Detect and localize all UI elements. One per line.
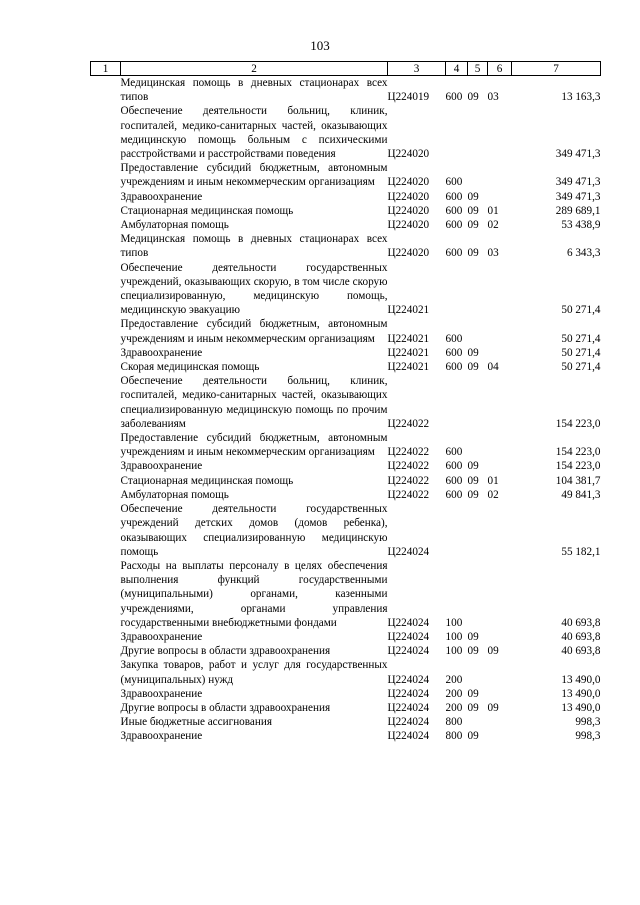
row-subsection [488,715,512,729]
table-row [91,658,601,686]
row-target-code: Ц224021 [387,361,430,374]
row-amount: 55 182,1 [561,545,601,558]
row-section: 09 [467,460,479,473]
table-row [91,474,601,488]
row-name: Другие вопросы в области здравоохранения [120,701,331,714]
row-subsection: 03 [487,247,499,260]
row-name: Предоставление субсидий бюджетным, автономным учреждениям и иным некоммерческим организациям [120,318,388,345]
row-target-code: Ц224020 [387,148,430,161]
row-expense-type: 600 [445,190,463,203]
row-name: Стационарная медицинская помощь [120,474,294,487]
row-amount: 40 693,8 [561,616,601,629]
row-expense-type: 600 [445,346,463,359]
row-subsection [488,317,512,345]
row-number-cell [91,687,121,701]
column-header: 3 [388,62,446,76]
row-number-cell [91,715,121,729]
row-name: Обеспечение деятельности больниц, клиник, госпиталей, медико-санитарных частей, оказывающих специализированную медицинскую помощь по прочим заболеваниям [120,375,388,430]
table-row [91,644,601,658]
table-row [91,317,601,345]
row-name: Предоставление субсидий бюджетным, автономным учреждениям и иным некоммерческим организациям [120,162,388,189]
row-name: Предоставление субсидий бюджетным, автономным учреждениям и иным некоммерческим организациям [120,432,388,459]
row-name: Здравоохранение [120,190,203,203]
table-row [91,502,601,559]
row-number-cell [91,161,121,189]
table-row [91,715,601,729]
row-number-cell [91,701,121,715]
row-section: 09 [467,730,479,743]
row-amount: 154 223,0 [555,446,601,459]
row-name: Расходы на выплаты персоналу в целях обеспечения выполнения функций государственными (муниципальными) органами, казенными учреждениями, органами управления государственными внебюджетными фондами [120,559,388,629]
row-number-cell [91,218,121,232]
row-target-code: Ц224024 [387,687,430,700]
row-number-cell [91,317,121,345]
row-section [468,317,488,345]
row-amount: 13 490,0 [561,687,601,700]
row-section: 09 [467,361,479,374]
column-header: 7 [512,62,601,76]
row-section [468,104,488,161]
row-target-code: Ц224022 [387,446,430,459]
page-number: 103 [310,38,330,53]
row-section: 09 [467,701,479,714]
row-number-cell [91,644,121,658]
row-expense-type: 600 [445,91,463,104]
row-target-code: Ц224024 [387,673,430,686]
row-section [468,559,488,630]
row-amount: 13 490,0 [561,673,601,686]
row-subsection [488,190,512,204]
row-section [468,715,488,729]
row-amount: 104 381,7 [555,474,601,487]
row-section: 09 [467,219,479,232]
row-expense-type: 200 [445,701,463,714]
row-subsection: 09 [487,645,499,658]
row-number-cell [91,104,121,161]
row-expense-type: 600 [445,460,463,473]
row-section: 09 [467,645,479,658]
row-expense-type: 600 [445,446,463,459]
row-target-code: Ц224024 [387,545,430,558]
row-number-cell [91,502,121,559]
row-subsection: 01 [487,204,499,217]
row-expense-type: 600 [445,332,463,345]
row-name: Здравоохранение [120,630,203,643]
table-row [91,232,601,260]
row-section: 09 [467,474,479,487]
row-subsection [488,431,512,459]
row-target-code: Ц224020 [387,190,430,203]
row-amount: 50 271,4 [561,332,601,345]
row-name: Обеспечение деятельности государственных учреждений детских домов (домов ребенка), оказывающих специализированную медицинскую помощь [120,503,388,558]
row-name: Закупка товаров, работ и услуг для государственных (муниципальных) нужд [120,659,388,686]
row-amount: 40 693,8 [561,645,601,658]
row-target-code: Ц224024 [387,730,430,743]
row-number-cell [91,360,121,374]
row-number-cell [91,630,121,644]
row-section: 09 [467,190,479,203]
table-row [91,76,601,105]
row-expense-type: 100 [445,630,463,643]
row-subsection: 03 [487,91,499,104]
row-expense-type [446,374,468,431]
row-target-code: Ц224024 [387,716,430,729]
row-amount: 50 271,4 [561,304,601,317]
row-number-cell [91,204,121,218]
row-target-code: Ц224020 [387,176,430,189]
row-name: Амбулаторная помощь [120,219,229,232]
row-expense-type: 600 [445,219,463,232]
row-number-cell [91,729,121,743]
table-row [91,104,601,161]
column-header: 1 [91,62,121,76]
row-subsection [488,346,512,360]
row-amount: 40 693,8 [561,630,601,643]
row-number-cell [91,459,121,473]
row-target-code: Ц224021 [387,346,430,359]
table-row [91,346,601,360]
row-expense-type: 100 [445,616,463,629]
row-expense-type [446,261,468,318]
table-row [91,687,601,701]
row-target-code: Ц224022 [387,488,430,501]
row-name: Иные бюджетные ассигнования [120,716,272,729]
table-row [91,218,601,232]
row-subsection: 02 [487,488,499,501]
row-target-code: Ц224021 [387,304,430,317]
row-section: 09 [467,488,479,501]
budget-table [90,61,601,744]
row-name: Здравоохранение [120,346,203,359]
row-amount: 154 223,0 [555,460,601,473]
row-expense-type: 800 [445,716,463,729]
column-header: 5 [468,62,488,76]
row-section: 09 [467,247,479,260]
row-target-code: Ц224024 [387,630,430,643]
table-row [91,190,601,204]
table-row [91,431,601,459]
row-amount: 349 471,3 [555,176,601,189]
row-name: Обеспечение деятельности больниц, клиник, госпиталей, медико-санитарных частей, оказывающих медицинскую помощь больным с психическими расстройствами и расстройствами поведения [120,105,388,161]
row-number-cell [91,190,121,204]
row-number-cell [91,474,121,488]
row-section: 09 [467,346,479,359]
row-name: Стационарная медицинская помощь [120,204,294,217]
row-amount: 998,3 [575,730,601,743]
table-row [91,261,601,318]
row-target-code: Ц224020 [387,247,430,260]
row-target-code: Ц224021 [387,332,430,345]
row-number-cell [91,232,121,260]
row-section: 09 [467,687,479,700]
row-expense-type: 600 [445,204,463,217]
row-amount: 13 163,3 [561,91,601,104]
row-number-cell [91,261,121,318]
row-section [468,374,488,431]
column-header: 2 [121,62,388,76]
table-row [91,488,601,502]
row-name: Медицинская помощь в дневных стационарах всех типов [120,233,388,260]
row-subsection [488,261,512,318]
row-number-cell [91,559,121,630]
row-section [468,658,488,686]
row-subsection: 04 [487,361,499,374]
row-expense-type: 600 [445,247,463,260]
row-expense-type: 200 [445,673,463,686]
row-number-cell [91,374,121,431]
row-subsection [488,459,512,473]
row-amount: 50 271,4 [561,361,601,374]
row-section [468,161,488,189]
row-target-code: Ц224022 [387,460,430,473]
row-number-cell [91,658,121,686]
row-expense-type: 800 [445,730,463,743]
table-row [91,374,601,431]
table-row [91,360,601,374]
row-amount: 289 689,1 [555,204,601,217]
row-subsection: 02 [487,219,499,232]
row-amount: 154 223,0 [555,417,601,430]
row-expense-type: 600 [445,474,463,487]
table-row [91,459,601,473]
row-number-cell [91,431,121,459]
row-section [468,502,488,559]
row-name: Другие вопросы в области здравоохранения [120,645,331,658]
table-row [91,161,601,189]
row-expense-type: 600 [445,488,463,501]
row-name: Здравоохранение [120,460,203,473]
row-subsection [488,729,512,743]
row-target-code: Ц224020 [387,219,430,232]
row-name: Здравоохранение [120,687,203,700]
row-subsection [488,374,512,431]
row-amount: 998,3 [575,716,601,729]
row-target-code: Ц224024 [387,645,430,658]
row-amount: 349 471,3 [555,148,601,161]
row-section: 09 [467,91,479,104]
table-row [91,729,601,743]
row-target-code: Ц224022 [387,474,430,487]
row-expense-type: 100 [445,645,463,658]
row-target-code: Ц224020 [387,204,430,217]
row-subsection [488,161,512,189]
row-amount: 349 471,3 [555,190,601,203]
row-subsection [488,104,512,161]
row-name: Медицинская помощь в дневных стационарах всех типов [120,77,388,104]
row-section [468,431,488,459]
row-section: 09 [467,204,479,217]
row-subsection [488,687,512,701]
column-header: 6 [488,62,512,76]
row-number-cell [91,346,121,360]
row-expense-type: 200 [445,687,463,700]
row-expense-type [446,104,468,161]
row-target-code: Ц224022 [387,417,430,430]
row-subsection: 01 [487,474,499,487]
row-name: Скорая медицинская помощь [120,361,260,374]
row-section: 09 [467,630,479,643]
row-subsection [488,559,512,630]
row-amount: 13 490,0 [561,701,601,714]
row-subsection [488,502,512,559]
row-expense-type: 600 [445,176,463,189]
table-row [91,701,601,715]
table-row [91,204,601,218]
row-name: Здравоохранение [120,730,203,743]
row-amount: 53 438,9 [561,219,601,232]
row-amount: 50 271,4 [561,346,601,359]
row-name: Амбулаторная помощь [120,488,229,501]
row-number-cell [91,488,121,502]
row-name: Обеспечение деятельности государственных учреждений, оказывающих скорую, в том числе скорую специализированную, медицинскую помощь, медицинскую эвакуацию [120,261,388,317]
row-subsection [488,658,512,686]
table-row [91,630,601,644]
row-expense-type [446,502,468,559]
row-target-code: Ц224019 [387,91,430,104]
row-amount: 6 343,3 [566,247,601,260]
table-row [91,559,601,630]
row-subsection: 09 [487,701,499,714]
row-subsection [488,630,512,644]
table-header-row [91,62,601,76]
row-section [468,261,488,318]
column-header: 4 [446,62,468,76]
row-expense-type: 600 [445,361,463,374]
row-amount: 49 841,3 [561,488,601,501]
row-number-cell [91,76,121,105]
row-target-code: Ц224024 [387,701,430,714]
row-target-code: Ц224024 [387,616,430,629]
